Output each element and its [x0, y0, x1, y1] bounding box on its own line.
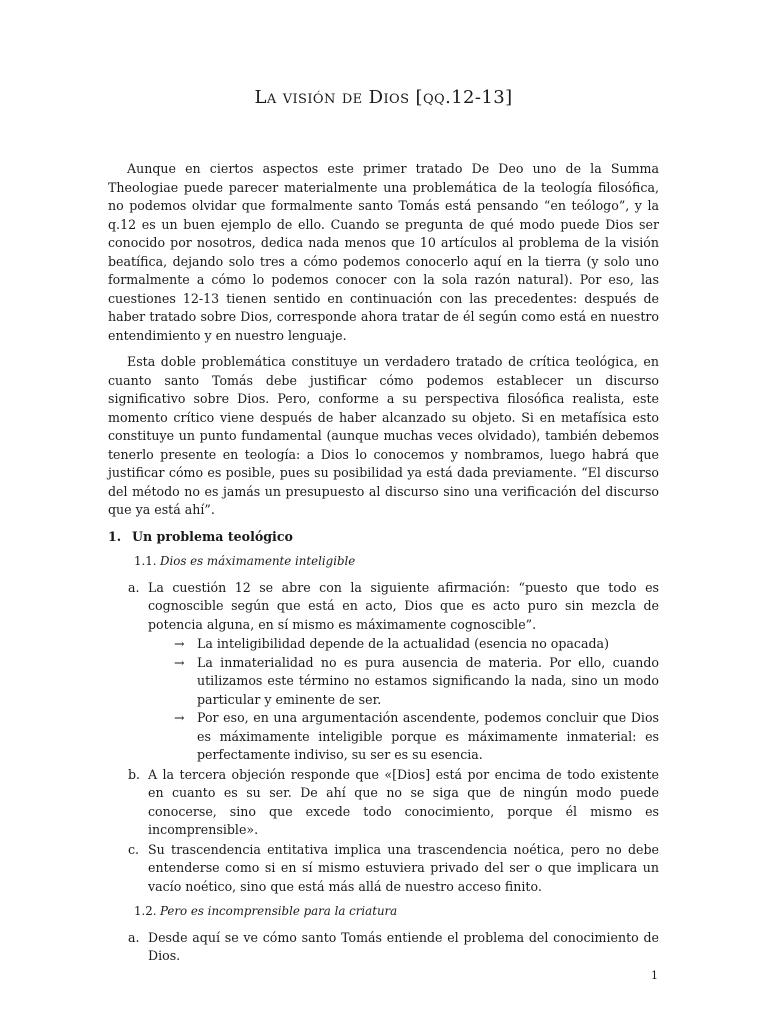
arrow-item	[174, 654, 659, 710]
section-heading-1	[108, 528, 659, 547]
arrow-item-text: Por eso, en una argumentación ascendente, podemos concluir que Dios es máximamente inteligible porque es máximamente inmaterial: es perfectamente indiviso, su ser es su esencia.	[197, 710, 659, 762]
list-item-b	[108, 766, 659, 840]
list-item-text: La cuestión 12 se abre con la siguiente afirmación: “puesto que todo es cognoscible según que está en acto, Dios que es acto puro sin mezcla de potencia alguna, en sí mismo es máximamente cognoscible”.	[148, 579, 659, 632]
subsection-heading-1-1	[134, 552, 659, 571]
list-marker: b.	[128, 766, 141, 782]
paragraph-intro: Aunque en ciertos aspectos este primer tratado De Deo uno de la Summa Theologiae puede parecer materialmente una problemática de la teología filosófica, no podemos olvidar que formalmente santo Tomás está pensando “en teólogo”, y la q.12 es un buen ejemplo de ello. Cuando se pregunta de qué modo puede Dios ser conocido por nosotros, dedica nada menos que 10 artículos al problema de la visión beatífica, dejando solo tres a cómo podemos conocerlo aquí en la tierra (y solo uno formalmente a cómo lo podemos conocer con la sola razón natural). Por eso, las cuestiones 12-13 tienen sentido en continuación con las precedentes: después de haber tratado sobre Dios, corresponde ahora tratar de él según como está en nuestro entendimiento y en nuestro lenguaje.	[108, 161, 659, 343]
document-body	[108, 160, 659, 967]
subsection-title: Pero es incomprensible para la criatura	[160, 904, 398, 918]
list-item-text: Desde aquí se ve cómo santo Tomás entiende el problema del conocimiento de Dios.	[148, 929, 659, 963]
right-arrow-icon: →	[174, 710, 185, 725]
list-marker: a.	[128, 579, 140, 595]
list-item-text: Su trascendencia entitativa implica una trascendencia noética, pero no debe entenderse como si en sí mismo estuviera privado del ser o que implicara un vacío noético, sino que está más allá de nuestro acceso finito.	[148, 841, 659, 894]
page-number: 1	[651, 969, 658, 982]
subsection-title: Dios es máximamente inteligible	[160, 554, 356, 568]
arrow-item	[174, 635, 659, 654]
subsection-number: 1.1.	[134, 554, 157, 568]
right-arrow-icon: →	[174, 654, 185, 670]
list-marker: a.	[128, 929, 140, 945]
paragraph-critica: Esta doble problemática constituye un verdadero tratado de crítica teológica, en cuanto santo Tomás debe justificar cómo podemos establecer un discurso significativo sobre Dios. Pero, conforme a su perspectiva filosófica realista, este momento crítico viene después de haber alcanzado su objeto. Si en metafísica esto constituye un punto fundamental (aunque muchas veces olvidado), también debemos tenerlo presente en teología: a Dios lo conocemos y nombramos, luego habrá que justificar cómo es posible, pues su posibilidad ya está dada previamente. “El discurso del método no es jamás un presupuesto al discurso sino una verificación del discurso que ya está ahí”.	[108, 354, 659, 517]
right-arrow-icon: →	[174, 636, 185, 651]
list-item-a	[108, 579, 659, 635]
subsection-heading-1-2	[134, 902, 659, 921]
list-item-a	[108, 929, 659, 966]
list-item-c	[108, 841, 659, 897]
arrow-item-text: La inmaterialidad no es pura ausencia de materia. Por ello, cuando utilizamos este término no estamos significando la nada, sino un modo particular y eminente de ser.	[197, 654, 659, 707]
list-item-text: A la tercera objeción responde que «[Dios] está por encima de todo existente en cuanto es su ser. De ahí que no se siga que de ningún modo puede conocerse, sino que excede todo conocimiento, porque él mismo es incomprensible».	[148, 766, 659, 837]
arrow-item	[174, 709, 659, 765]
page-title: La visión de Dios [qq.12-13]	[254, 87, 513, 108]
section-title: Un problema teológico	[132, 528, 293, 544]
section-number: 1.	[108, 528, 122, 544]
arrow-item-text: La inteligibilidad depende de la actualidad (esencia no opacada)	[197, 636, 609, 651]
list-marker: c.	[128, 841, 140, 857]
subsection-number: 1.2.	[134, 904, 157, 918]
